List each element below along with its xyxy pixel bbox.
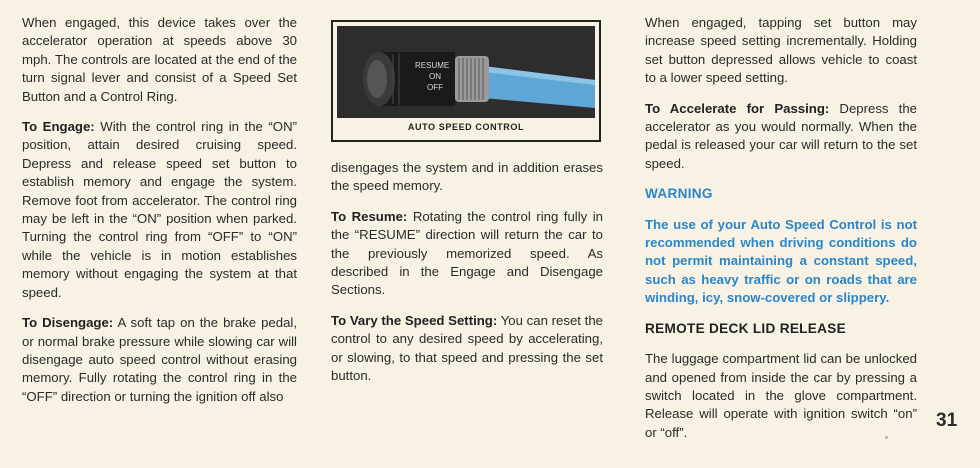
- disengage-continued-paragraph: disengages the system and in addition erases the speed memory.: [331, 160, 603, 194]
- disengage-heading: To Disengage:: [22, 315, 114, 331]
- resume-paragraph: [331, 208, 603, 300]
- column-right: [645, 14, 917, 454]
- engage-heading: To Engage:: [22, 119, 95, 135]
- tap-set-paragraph: When engaged, tapping set button may increase speed setting incrementally. Holding set button depressed allows vehicle to coast to a lower speed setting.: [645, 15, 917, 86]
- warning-heading: WARNING: [645, 186, 713, 202]
- column-left: [22, 14, 297, 418]
- accelerate-heading: To Accelerate for Passing:: [645, 100, 830, 116]
- engage-paragraph: [22, 118, 297, 302]
- disengage-paragraph: [22, 314, 297, 406]
- accelerate-paragraph: [645, 100, 917, 174]
- accelerate-text: Depress the accelerator as you would normally. When the pedal is released your car will return to the set speed.: [645, 100, 917, 171]
- ring-label-off: OFF: [427, 83, 443, 92]
- print-speck: [885, 436, 888, 439]
- warning-text: The use of your Auto Speed Control is not recommended when driving conditions do not permit maintaining a constant speed, such as heavy traffic or on roads that are winding, icy, snow-covered or slippery.: [645, 216, 917, 306]
- engage-text: With the control ring in the “ON” position, attain desired cruising speed. Depress and release speed set button to establish memory and engage the system. Remove foot from accelerator. The control ring may be left in the “ON” position when parked. Turning the control ring from “OFF” to “ON” while the vehicle is in motion establishes memory without engaging the system at that speed.: [22, 119, 297, 300]
- resume-text: Rotating the control ring fully in the “RESUME” direction will return the car to the previously memorized speed. As described in the Engage and Disengage Sections.: [331, 208, 603, 298]
- disengage-text: A soft tap on the brake pedal, or normal brake pressure while slowing car will disengage auto speed control without erasing memory. Fully rotating the control ring in the “OFF” direction or turning the ignition off also: [22, 315, 297, 404]
- deck-lid-heading: REMOTE DECK LID RELEASE: [645, 320, 847, 336]
- page-number: 31: [936, 410, 958, 431]
- deck-lid-paragraph: The luggage compartment lid can be unlocked and opened from inside the car by pressing a switch located in the glove compartment. Release will operate with ignition switch “on” or “off”.: [645, 351, 917, 440]
- ring-label-on: ON: [429, 72, 441, 81]
- resume-heading: To Resume:: [331, 208, 408, 224]
- vary-speed-paragraph: [331, 312, 603, 386]
- column-middle: [331, 14, 603, 397]
- vary-speed-heading: To Vary the Speed Setting:: [331, 312, 498, 328]
- ring-label-resume: RESUME: [415, 61, 450, 70]
- vary-speed-text: You can reset the control to any desired speed by accelerating, or slowing, to that speed and pressing the set button.: [331, 312, 603, 384]
- intro-paragraph: When engaged, this device takes over the accelerator operation at speeds above 30 mph. The controls are located at the end of the turn signal lever and consist of a Speed Set Button and a Control Ring.: [22, 15, 297, 104]
- figure-caption: AUTO SPEED CONTROL: [407, 122, 525, 132]
